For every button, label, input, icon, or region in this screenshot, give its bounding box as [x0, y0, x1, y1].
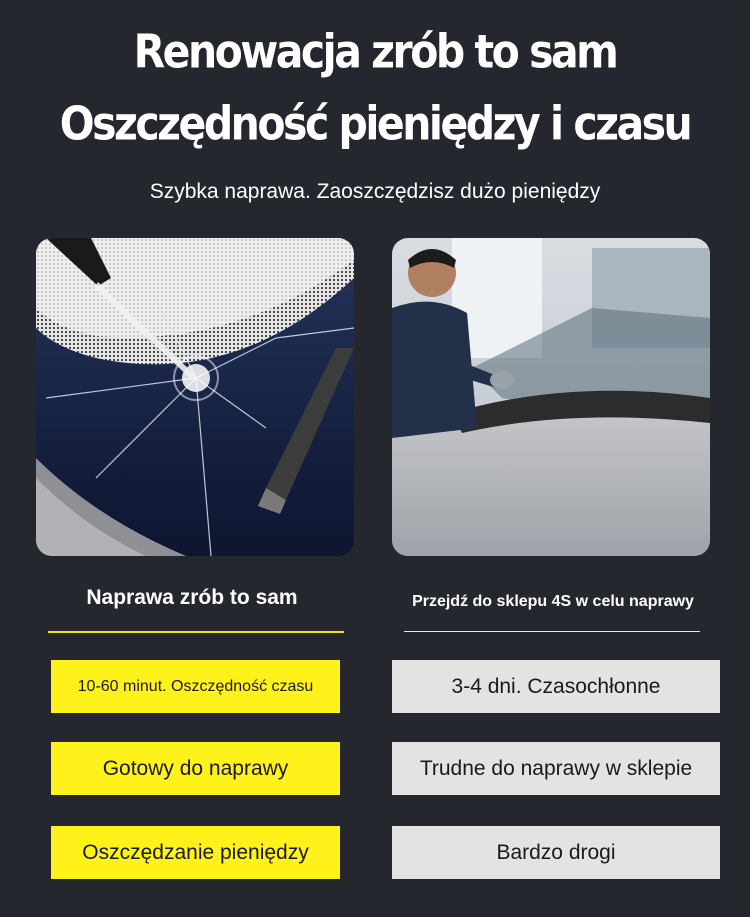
- shop-drawback-difficulty: Trudne do naprawy w sklepie: [392, 742, 720, 795]
- page-title-line-2: Oszczędność pieniędzy i czasu: [59, 97, 691, 151]
- page-subtitle: Szybka naprawa. Zaoszczędzisz dużo pieniędzy: [149, 180, 601, 203]
- page-title-line-1: Renowacja zrób to sam: [133, 25, 617, 79]
- shop-heading-underline: [404, 631, 700, 632]
- diy-repair-photo: [36, 238, 354, 556]
- shop-drawback-cost: Bardzo drogi: [392, 826, 720, 879]
- diy-benefit-money: Oszczędzanie pieniędzy: [51, 826, 340, 879]
- diy-column-heading: Naprawa zrób to sam: [86, 586, 298, 609]
- diy-benefit-ready: Gotowy do naprawy: [51, 742, 340, 795]
- shop-column-heading: Przejdź do sklepu 4S w celu naprawy: [412, 593, 694, 610]
- diy-heading-underline: [48, 631, 344, 633]
- shop-drawback-time: 3-4 dni. Czasochłonne: [392, 660, 720, 713]
- workshop-repair-photo: [392, 238, 710, 556]
- diy-benefit-time: 10-60 minut. Oszczędność czasu: [51, 660, 340, 713]
